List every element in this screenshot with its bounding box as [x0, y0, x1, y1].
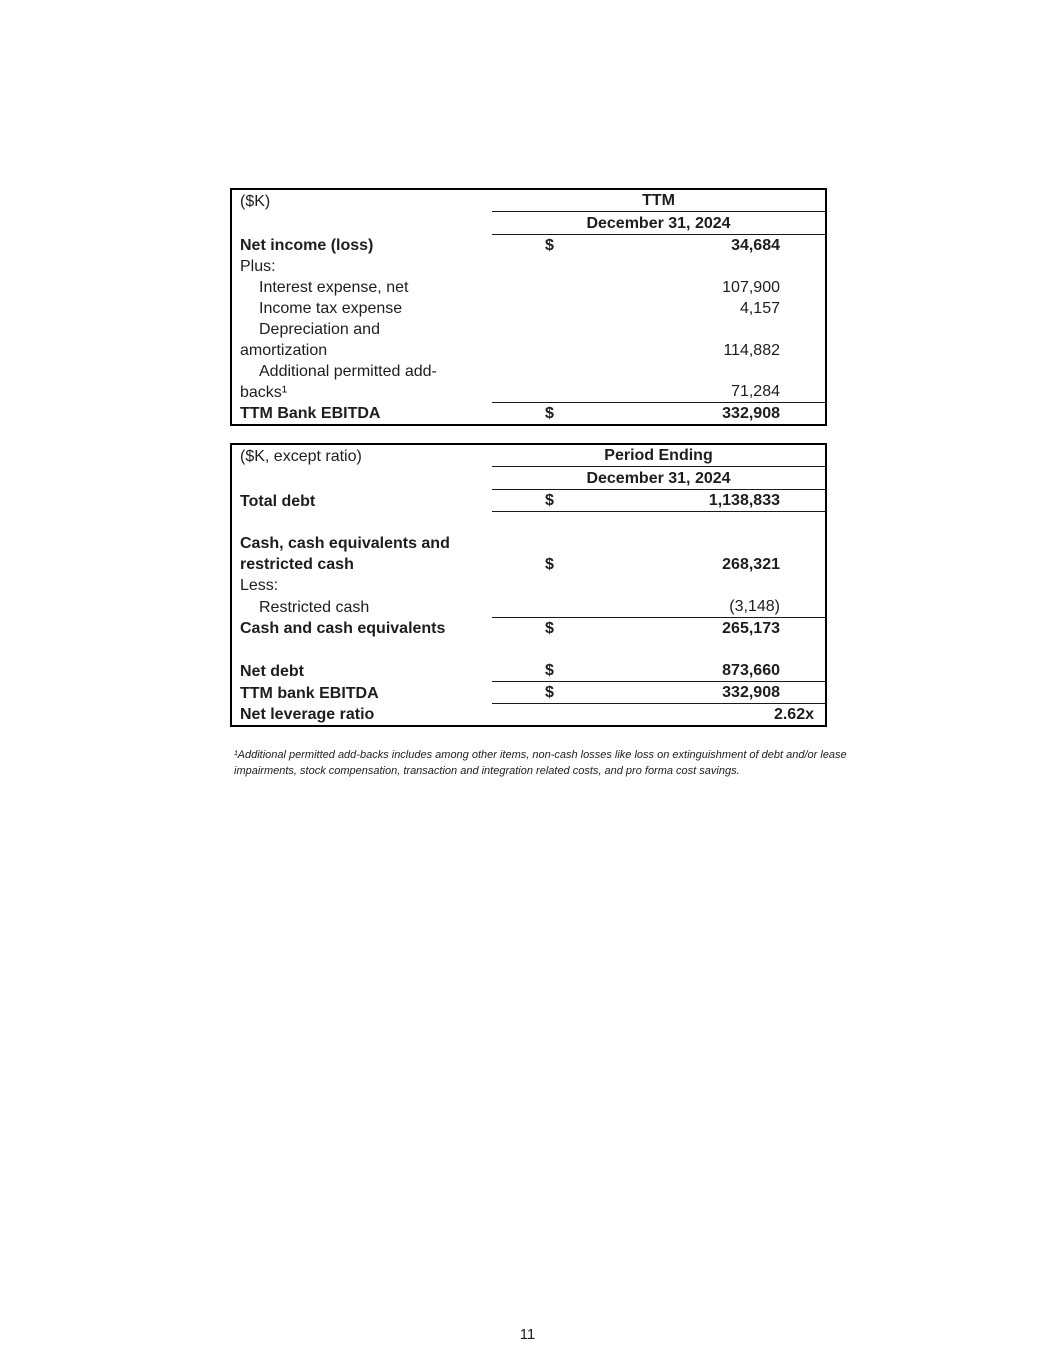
- table-body: [232, 235, 825, 424]
- column-subheader: December 31, 2024: [586, 470, 731, 487]
- row-values: [492, 554, 825, 575]
- row-amount: 107,900: [722, 279, 780, 296]
- row-values: [492, 490, 825, 512]
- column-header: TTM: [642, 192, 675, 209]
- footnote: ¹Additional permitted add-backs includes among other items, non-cash losses like loss on extinguishment of debt and/or lease impairments, stock compensation, transaction and integration related costs, and pro forma cost savings.: [234, 749, 847, 777]
- row-values: [492, 704, 825, 725]
- row-amount: 332,908: [722, 405, 780, 422]
- table-header-row: [232, 190, 825, 212]
- dollar-sign: $: [545, 405, 554, 422]
- table-row: [232, 361, 825, 403]
- subheader-cell-wrap: [492, 468, 825, 490]
- net-leverage-ratio-table: [230, 443, 827, 727]
- row-amount: 268,321: [722, 556, 780, 573]
- row-values: [492, 682, 825, 704]
- table-row: [232, 682, 825, 704]
- row-label: Additional permitted add-backs¹: [240, 363, 437, 401]
- table-body: [232, 490, 825, 725]
- row-amount: (3,148): [729, 598, 780, 615]
- row-values: [492, 639, 825, 660]
- table-row: [232, 618, 825, 639]
- row-label: TTM Bank EBITDA: [240, 405, 381, 422]
- dollar-sign: $: [545, 237, 554, 254]
- header-cell-wrap: [492, 190, 825, 212]
- table-row: [232, 596, 825, 618]
- row-values: [492, 596, 825, 618]
- table-row: [232, 512, 825, 533]
- dollar-sign: $: [545, 492, 554, 509]
- row-amount: 2.62x: [773, 706, 814, 723]
- row-label: Less:: [240, 577, 279, 594]
- dollar-sign: $: [545, 556, 554, 573]
- table-row: [232, 639, 825, 660]
- table-row: [232, 319, 825, 361]
- row-amount: 332,908: [722, 684, 780, 701]
- row-amount: 873,660: [722, 662, 780, 679]
- table-row: [232, 277, 825, 298]
- row-values: [492, 256, 825, 277]
- table-row: [232, 403, 825, 424]
- row-amount: 114,882: [723, 342, 780, 359]
- row-amount: 265,173: [722, 620, 780, 637]
- row-label: TTM bank EBITDA: [240, 685, 379, 702]
- row-values: [492, 618, 825, 639]
- table-subheader-row: [232, 467, 825, 490]
- table-row: [232, 235, 825, 256]
- column-subheader: December 31, 2024: [586, 215, 731, 232]
- row-values: [492, 512, 825, 533]
- ttm-bank-ebitda-table: [230, 188, 827, 426]
- dollar-sign: $: [545, 662, 554, 679]
- row-label: Total debt: [240, 493, 316, 510]
- table-row: [232, 533, 825, 575]
- header-cell-wrap: [492, 445, 825, 467]
- table-row: [232, 704, 825, 725]
- row-label: Net leverage ratio: [240, 706, 375, 723]
- table-header-row: [232, 445, 825, 467]
- row-amount: 1,138,833: [708, 492, 780, 509]
- row-amount: 4,157: [739, 300, 780, 317]
- row-values: [492, 381, 825, 403]
- row-values: [492, 660, 825, 682]
- units-label: ($K): [240, 193, 271, 210]
- table-subheader-row: [232, 212, 825, 235]
- row-values: [492, 298, 825, 319]
- page-number: 11: [519, 1326, 536, 1343]
- row-values: [492, 277, 825, 298]
- row-label: Net income (loss): [240, 237, 374, 254]
- row-values: [492, 235, 825, 256]
- row-label: Net debt: [240, 663, 304, 680]
- row-label: Depreciation and amortization: [240, 321, 380, 359]
- table-row: [232, 660, 825, 682]
- row-label: Cash, cash equivalents and restricted cash: [240, 535, 450, 573]
- dollar-sign: $: [545, 620, 554, 637]
- row-amount: 34,684: [731, 237, 780, 254]
- row-values: [492, 403, 825, 424]
- table-row: [232, 490, 825, 512]
- row-label: Restricted cash: [259, 599, 370, 616]
- table-row: [232, 575, 825, 596]
- subheader-cell-wrap: [492, 213, 825, 235]
- table-row: [232, 298, 825, 319]
- row-values: [492, 575, 825, 596]
- row-label: Income tax expense: [259, 300, 403, 317]
- column-header: Period Ending: [604, 447, 713, 464]
- row-amount: 71,284: [731, 383, 780, 400]
- table-row: [232, 256, 825, 277]
- units-label: ($K, except ratio): [240, 448, 362, 465]
- row-label: Cash and cash equivalents: [240, 620, 446, 637]
- dollar-sign: $: [545, 684, 554, 701]
- row-values: [492, 340, 825, 361]
- row-label: Interest expense, net: [259, 279, 409, 296]
- row-label: Plus:: [240, 258, 276, 275]
